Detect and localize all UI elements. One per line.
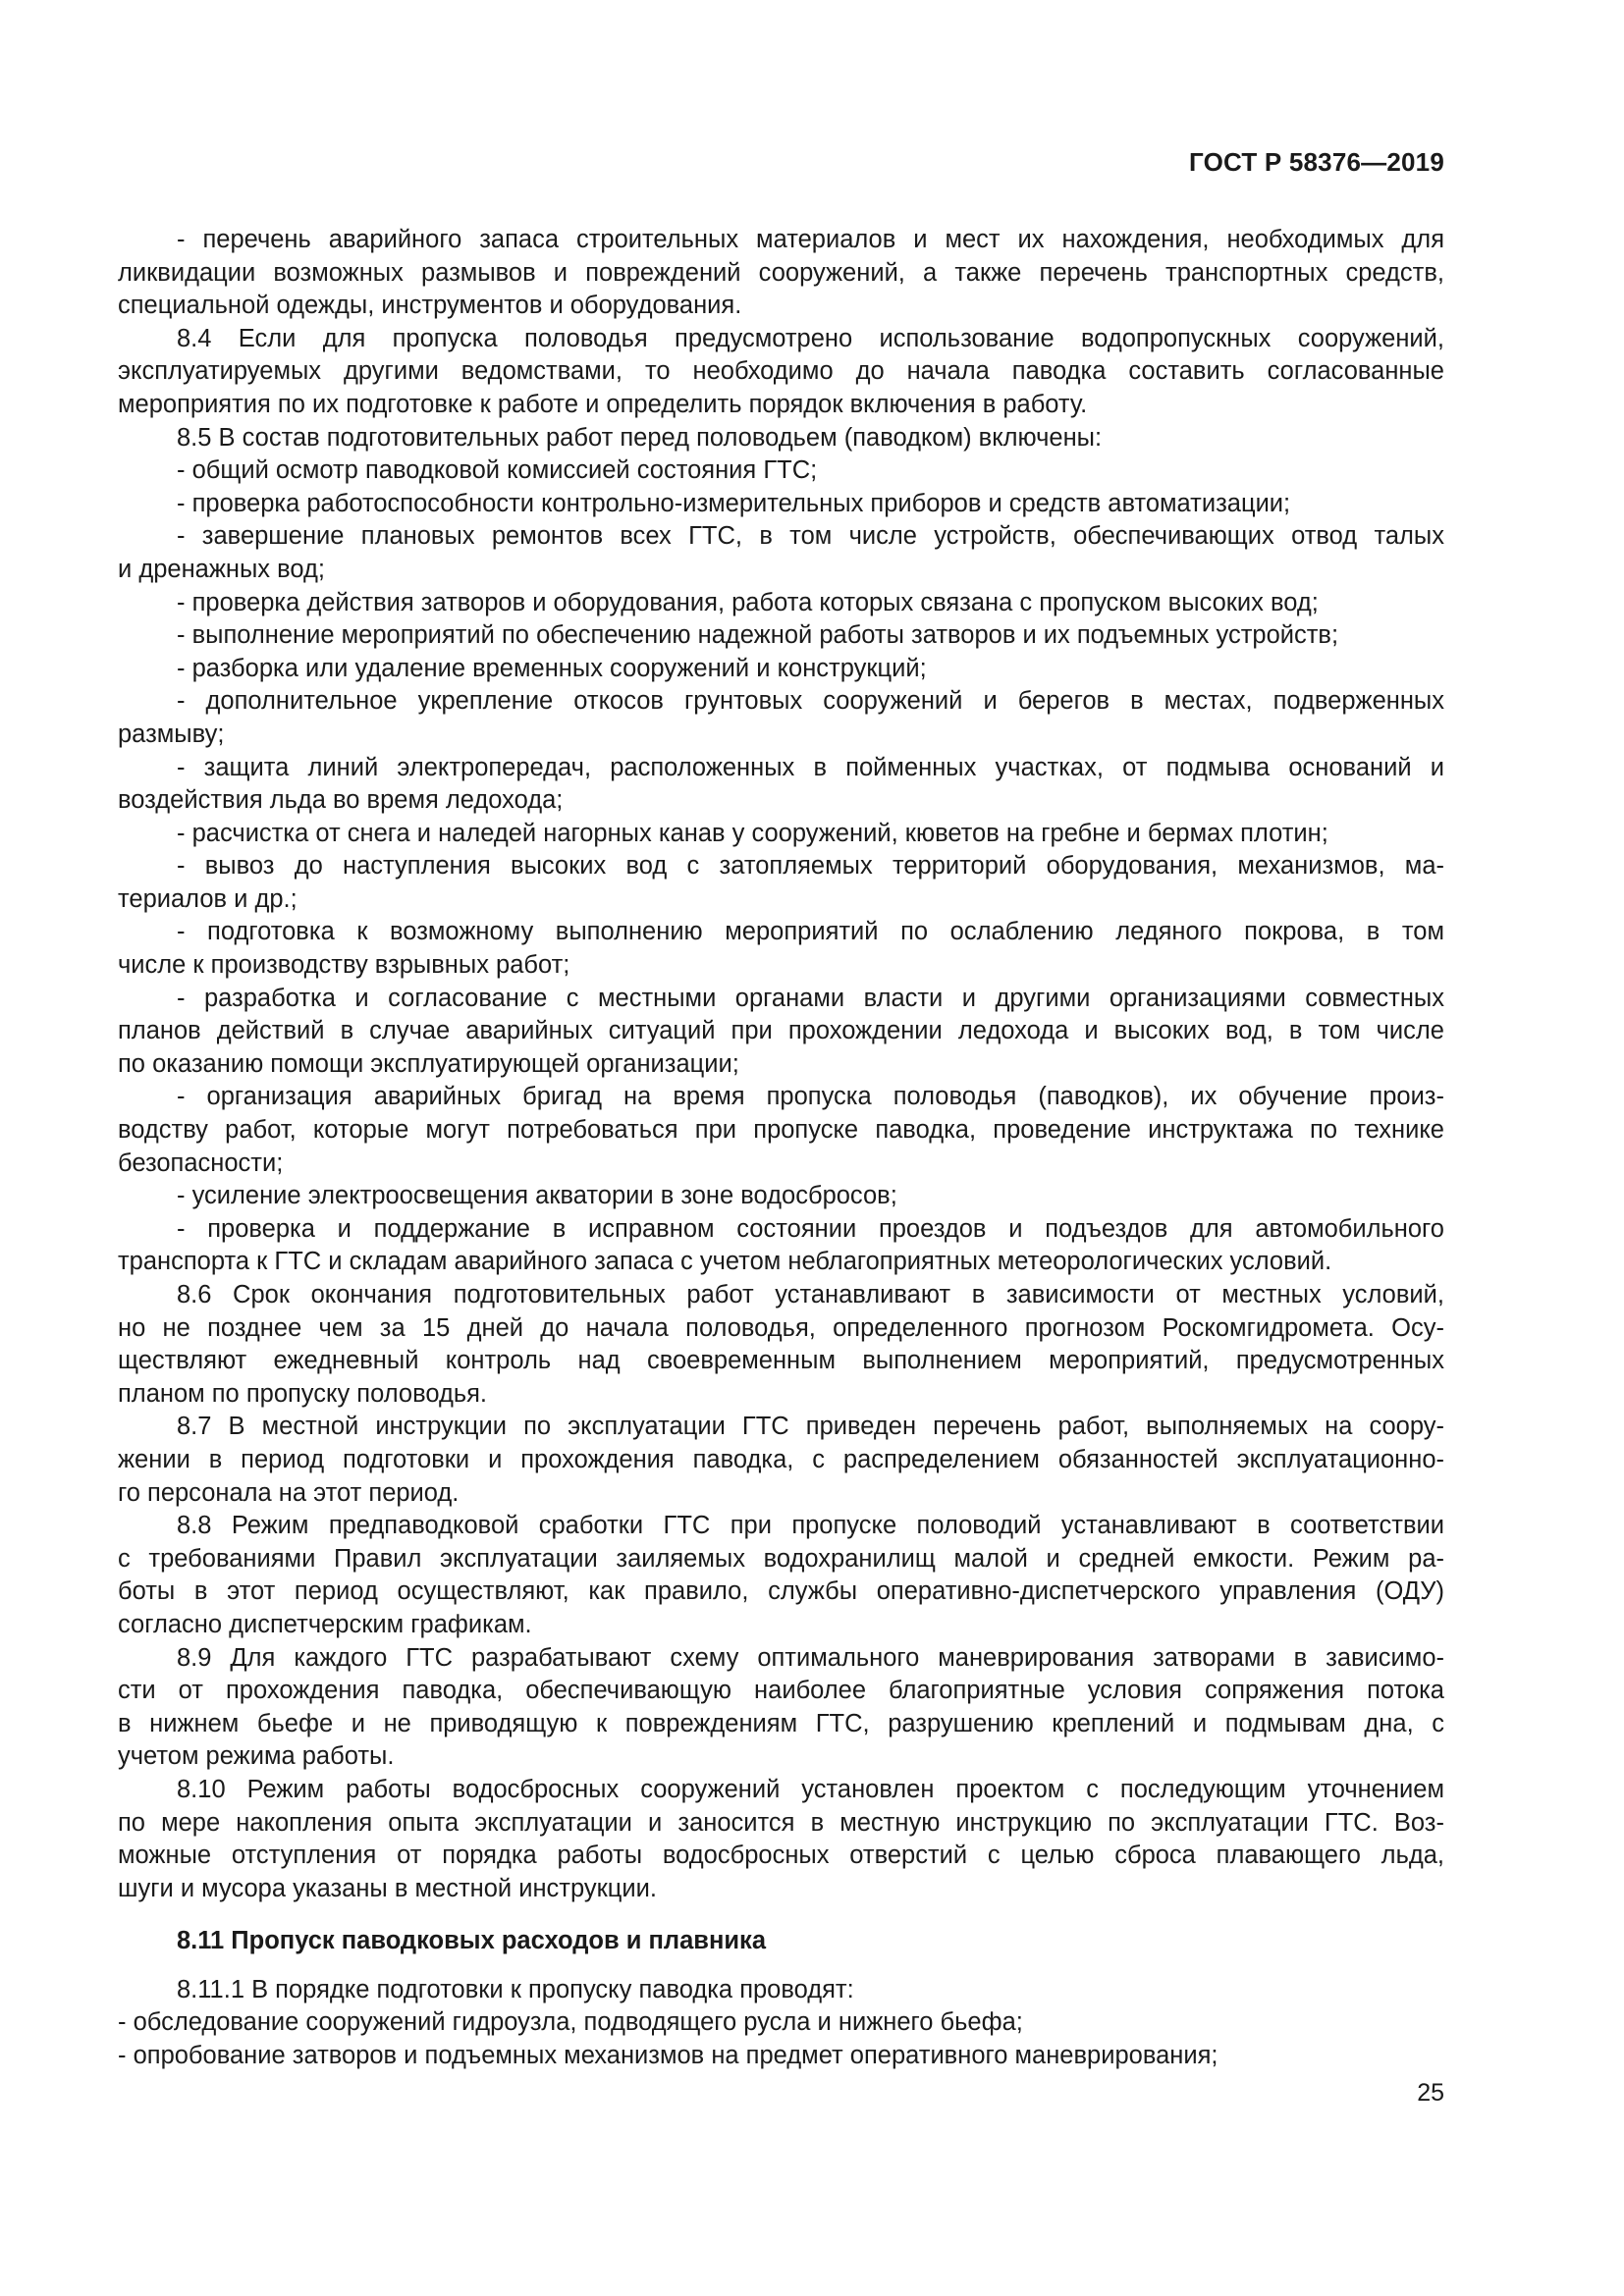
paragraph-line: эксплуатируемых другими ведомствами, то необходимо до начала паводка составить согласованные [118,357,1444,386]
paragraph-line: - проверка и поддержание в исправном состоянии проездов и подъездов для автомобильного [177,1214,1444,1243]
paragraph [118,1081,1444,1180]
paragraph-line: 8.5 В состав подготовительных работ перед половодьем (паводком) включены: [177,423,1103,452]
paragraph [118,653,1444,686]
paragraph-line: 8.10 Режим работы водосбросных сооружений установлен проектом с последующим уточнением [177,1775,1444,1803]
paragraph [118,818,1444,851]
paragraph-line: боты в этот период осуществляют, как правило, службы оперативно-диспетчерского управления (ОДУ) [118,1577,1444,1606]
paragraph-line: - вывоз до наступления высоких вод с затопляемых территорий оборудования, механизмов, ма- [177,852,1444,881]
paragraph-line: числе к производству взрывных работ; [118,951,570,980]
paragraph-line: ществляют ежедневный контроль над своевременным выполнением мероприятий, предусмотренных [118,1347,1444,1375]
paragraph [118,587,1444,620]
paragraph [118,1279,1444,1411]
paragraph-line: водству работ, которые могут потребоваться при пропуске паводка, проведение инструктажа по технике [118,1116,1444,1145]
paragraph-line: - перечень аварийного запаса строительных материалов и мест их нахождения, необходимых для [177,226,1444,253]
paragraph [118,488,1444,521]
paragraph-line: 8.6 Срок окончания подготовительных работ устанавливают в зависимости от местных условий, [177,1281,1444,1308]
section-paragraph: - обследование сооружений гидроузла, подводящего русла и нижнего бьефа; [118,2008,1023,2037]
paragraph [118,1510,1444,1641]
paragraph-line: - разборка или удаление временных сооружений и конструкций; [177,654,927,682]
document-code: ГОСТ Р 58376—2019 [1189,147,1444,177]
paragraph [118,983,1444,1082]
paragraph-line: воздействия льда во время ледохода; [118,786,564,815]
paragraph-line: 8.9 Для каждого ГТС разрабатывают схему оптимального маневрирования затворами в зависимо- [177,1643,1444,1672]
paragraph-line: - организация аварийных бригад на время пропуска половодья (паводков), их обучение произ- [177,1083,1444,1111]
paragraph-line: - расчистка от снега и наледей нагорных канав у сооружений, кюветов на гребне и бермах плотин; [177,819,1328,847]
paragraph-line: можные отступления от порядка работы водосбросных отверстий с целью сброса плавающего льда, [118,1842,1444,1870]
paragraph-line: транспорта к ГТС и складам аварийного запаса с учетом неблагоприятных метеорологических условий. [118,1248,1332,1276]
paragraph-line: сти от прохождения паводка, обеспечивающую наиболее благоприятные условия сопряжения потока [118,1677,1444,1705]
paragraph-list [118,224,1444,1905]
paragraph-line: учетом режима работы. [118,1742,395,1771]
paragraph-line: 8.7 В местной инструкции по эксплуатации ГТС приведен перечень работ, выполняемых на соору- [177,1413,1444,1441]
paragraph-line: и дренажных вод; [118,555,325,583]
paragraph-line: териалов и др.; [118,884,298,913]
paragraph-line: жении в период подготовки и прохождения паводка, с распределением обязанностей эксплуатационно- [118,1445,1444,1473]
paragraph [118,422,1444,455]
paragraph [118,224,1444,323]
paragraph-line: в нижнем бьефе и не приводящую к повреждениям ГТС, разрушению креплений и подмывам дна, с [118,1709,1444,1737]
paragraph-line: - выполнение мероприятий по обеспечению надежной работы затворов и их подъемных устройств; [177,621,1339,650]
paragraph-line: по оказанию помощи эксплуатирующей организации; [118,1049,739,1078]
paragraph [118,520,1444,586]
paragraph-line: - общий осмотр паводковой комиссией состояния ГТС; [177,456,818,485]
paragraph-line: - защита линий электропередач, расположенных в пойменных участках, от подмыва оснований и [177,753,1444,781]
paragraph-line: с требованиями Правил эксплуатации заиляемых водохранилищ малой и средней емкости. Режим ра- [118,1544,1444,1573]
paragraph [118,752,1444,818]
paragraph-line: специальной одежды, инструментов и оборудования. [118,292,742,320]
page-number: 25 [1417,2079,1444,2107]
paragraph-line: планом по пропуску половодья. [118,1379,488,1408]
paragraph [118,619,1444,653]
section-paragraph: 8.11.1 В порядке подготовки к пропуску паводка проводят: [177,1975,854,2003]
paragraph-line: но не позднее чем за 15 дней до начала половодья, определенного прогнозом Роскомгидромета. Осу- [118,1313,1444,1342]
paragraph-line: 8.8 Режим предпаводковой сработки ГТС при пропуске половодий устанавливают в соответствии [177,1512,1444,1540]
paragraph-line: - разработка и согласование с местными органами власти и другими организациями совместных [177,984,1444,1012]
paragraph-line: размыву; [118,720,225,748]
paragraph [118,1642,1444,1774]
paragraph-line: шуги и мусора указаны в местной инструкции. [118,1874,657,1902]
paragraph [118,1213,1444,1279]
paragraph [118,1411,1444,1510]
paragraph-line: - дополнительное укрепление откосов грунтовых сооружений и берегов в местах, подверженных [177,687,1444,716]
paragraph [118,685,1444,751]
paragraph-line: - усиление электроосвещения акватории в зоне водосбросов; [177,1182,897,1210]
paragraph-line: - проверка действия затворов и оборудования, работа которых связана с пропуском высоких вод; [177,588,1319,616]
section-paragraph-list [118,1974,1444,2073]
paragraph [118,323,1444,422]
paragraph-line: безопасности; [118,1148,284,1177]
paragraph-line: по мере накопления опыта эксплуатации и заносится в местную инструкцию по эксплуатации ГТС. Воз- [118,1808,1444,1837]
paragraph-line: мероприятия по их подготовке к работе и определить порядок включения в работу. [118,390,1088,418]
document-body [118,224,1444,2073]
paragraph-line: го персонала на этот период. [118,1478,460,1507]
paragraph-line: - завершение плановых ремонтов всех ГТС, в том числе устройств, обеспечивающих отвод талых [177,522,1444,551]
paragraph-line: согласно диспетчерским графикам. [118,1610,532,1638]
section-paragraph: - опробование затворов и подъемных механизмов на предмет оперативного маневрирования; [118,2042,1218,2070]
paragraph [118,850,1444,916]
paragraph-line: ликвидации возможных размывов и повреждений сооружений, а также перечень транспортных средств, [118,258,1444,287]
paragraph [118,916,1444,982]
section-heading: 8.11 Пропуск паводковых расходов и плавника [177,1927,766,1955]
paragraph-line: планов действий в случае аварийных ситуаций при прохождении ледохода и высоких вод, в том числе [118,1017,1444,1045]
paragraph-line: - подготовка к возможному выполнению мероприятий по ослаблению ледяного покрова, в том [177,918,1444,946]
paragraph [118,1774,1444,1905]
paragraph [118,454,1444,488]
paragraph-line: - проверка работоспособности контрольно-измерительных приборов и средств автоматизации; [177,489,1291,517]
paragraph [118,1180,1444,1213]
paragraph-line: 8.4 Если для пропуска половодья предусмотрено использование водопропускных сооружений, [177,324,1444,352]
